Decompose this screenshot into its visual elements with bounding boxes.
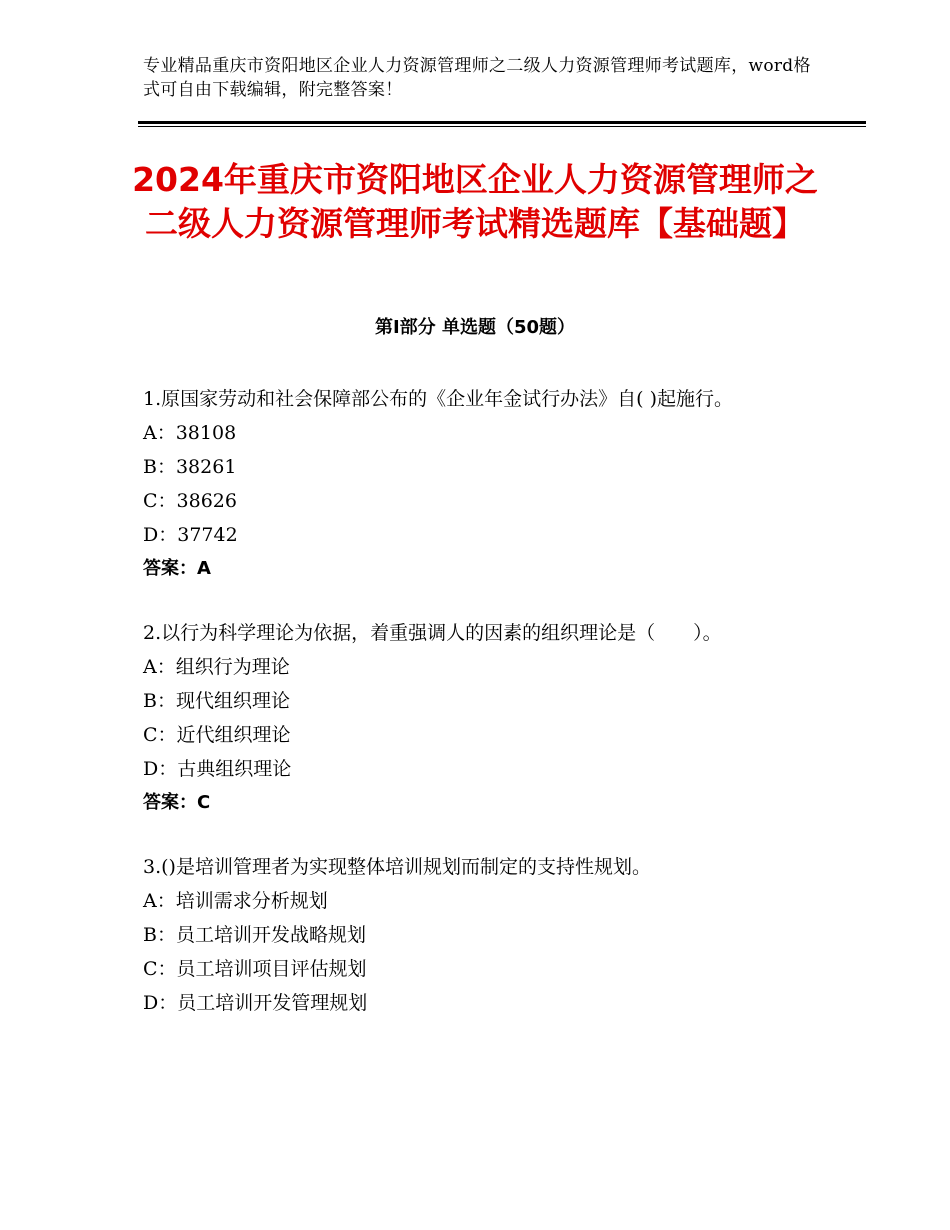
option-b: B：现代组织理论	[143, 690, 290, 712]
option-d: D：古典组织理论	[143, 758, 292, 780]
option-b: B：38261	[143, 456, 237, 478]
question-text: 3.()是培训管理者为实现整体培训规划而制定的支持性规划。	[143, 856, 651, 878]
option-c: C：38626	[143, 490, 237, 512]
header-note: 专业精品重庆市资阳地区企业人力资源管理师之二级人力资源管理师考试题库，word格式可自由下载编辑，附完整答案！	[143, 56, 811, 100]
question-text: 1.原国家劳动和社会保障部公布的《企业年金试行办法》自( )起施行。	[143, 388, 733, 410]
option-a: A：培训需求分析规划	[143, 890, 328, 912]
question-1	[143, 382, 823, 586]
part-title: 第Ⅰ部分 单选题（50题）	[374, 317, 575, 338]
header-rule-thin	[138, 126, 866, 127]
answer: 答案：C	[143, 792, 211, 813]
option-d: D：员工培训开发管理规划	[143, 992, 368, 1014]
header-rule-thick	[138, 121, 866, 124]
option-a: A：38108	[143, 422, 237, 444]
question-3	[143, 850, 823, 1020]
question-text: 2.以行为科学理论为依据，着重强调人的因素的组织理论是（ ）。	[143, 622, 722, 644]
answer: 答案：A	[143, 558, 211, 579]
question-list	[143, 382, 823, 1050]
document-title: 2024年重庆市资阳地区企业人力资源管理师之二级人力资源管理师考试精选题库【基础题】	[132, 160, 818, 243]
option-b: B：员工培训开发战略规划	[143, 924, 366, 946]
option-d: D：37742	[143, 524, 238, 546]
option-c: C：员工培训项目评估规划	[143, 958, 367, 980]
question-2	[143, 616, 823, 820]
option-c: C：近代组织理论	[143, 724, 291, 746]
option-a: A：组织行为理论	[143, 656, 290, 678]
